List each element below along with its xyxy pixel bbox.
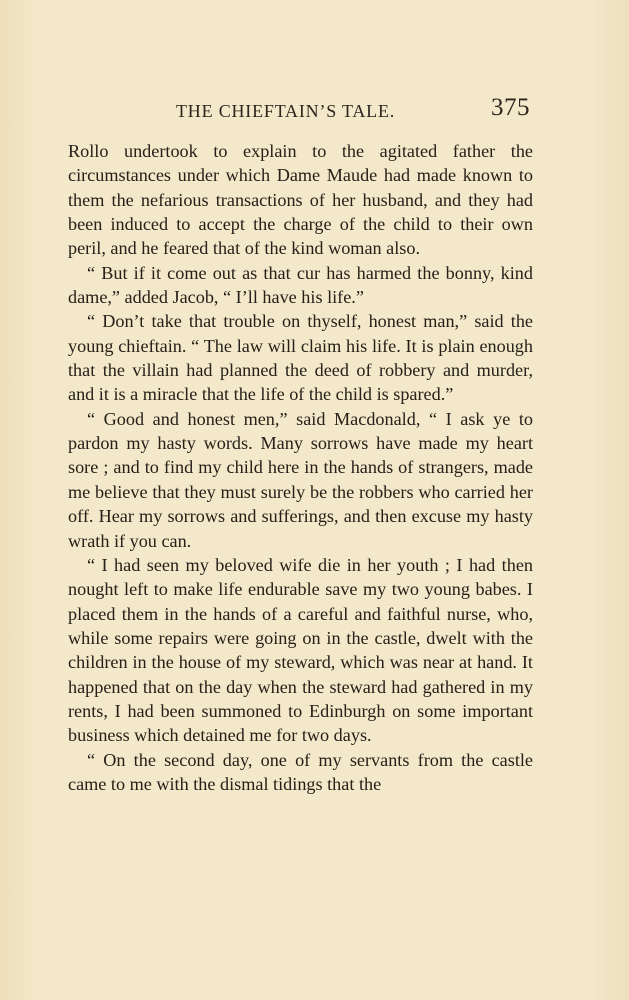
paragraph-rollo-explains: Rollo undertook to explain to the agitated father the circumstances under which Dame Maude had made known to them the nefarious transactions of her husband, and they had been induced to accept the charge of the child to their own peril, and he feared that of the kind woman also. — [68, 141, 533, 259]
paragraph-macdonald-apology: “ Good and honest men,” said Macdonald, “ I ask ye to pardon my hasty words. Many sorrows have made my heart sore ; and to find my child here in the hands of strangers, made me believe that they must surely be the robbers who carried her off. Hear my sorrows and sufferings, and then excuse my hasty wrath if you can. — [68, 408, 533, 551]
body-text — [68, 139, 533, 796]
chapter-title: THE CHIEFTAIN’S TALE. — [176, 101, 396, 121]
paragraph-chieftain-reply: “ Don’t take that trouble on thyself, honest man,” said the young chieftain. “ The law will claim his life. It is plain enough that the villain had planned the deed of robbery and murder, and it is a miracle that the life of the child is spared.” — [68, 311, 533, 405]
page-number: 375 — [491, 94, 530, 121]
paragraph-jacob-threat: “ But if it come out as that cur has harmed the bonny, kind dame,” added Jacob, “ I’ll have his life.” — [68, 262, 533, 308]
paragraph-second-day: “ On the second day, one of my servants from the castle came to me with the dismal tidings that the — [68, 749, 533, 794]
paragraph-chieftain-tale: “ I had seen my beloved wife die in her youth ; I had then nought left to make life endurable save my two young babes. I placed them in the hands of a careful and faithful nurse, who, while some repairs were going on in the castle, dwelt with the children in the house of my steward, which was near at hand. It happened that on the day when the steward had gathered in my rents, I had been summoned to Edinburgh on some important business which detained me for two days. — [68, 554, 533, 746]
running-head — [0, 94, 629, 128]
